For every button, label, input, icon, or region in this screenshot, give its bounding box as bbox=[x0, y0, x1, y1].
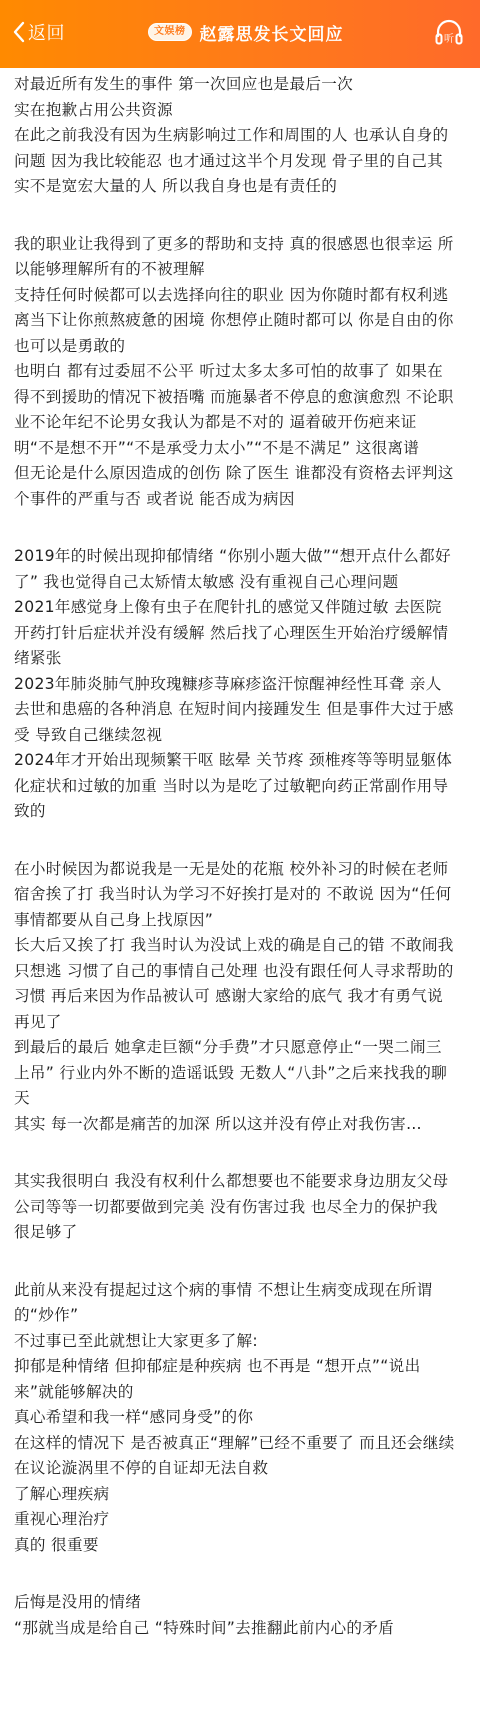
article-section bbox=[14, 1169, 456, 1246]
article-paragraph: 长大后又挨了打 我当时认为没试上戏的确是自己的错 不敢闹我只想逃 习惯了自己的事情自己处理 也没有跟任何人寻求帮助的习惯 再后来因为作品被认可 感谢大家给的底气 我才有勇气说再见了 bbox=[14, 936, 454, 1031]
article-paragraph: 支持任何时候都可以去选择向往的职业 因为你随时都有权利逃离当下让你煎熬疲惫的困境 你想停止随时都可以 你是自由的你也可以是勇敢的 bbox=[14, 285, 454, 355]
listen-label: 听 bbox=[444, 34, 454, 45]
article-paragraph: 在此之前我没有因为生病影响过工作和周围的人 也承认自身的问题 因为我比较能忍 也才通过这半个月发现 骨子里的自己其实不是宽宏大量的人 所以我自身也是有责任的 bbox=[14, 126, 449, 195]
listen-button[interactable] bbox=[432, 16, 466, 50]
article-paragraph: 真的 很重要 bbox=[14, 1535, 99, 1554]
category-badge: 文娱榜 bbox=[148, 23, 192, 41]
article-paragraph: 其实我很明白 我没有权利什么都想要也不能要求身边朋友父母公司等等一切都要做到完美 没有伤害过我 也尽全力的保护我 很足够了 bbox=[14, 1172, 449, 1241]
article-paragraph: 重视心理治疗 bbox=[14, 1510, 110, 1528]
article-section bbox=[14, 857, 456, 1138]
page-title: 赵露思发长文回应 bbox=[199, 24, 344, 45]
article-paragraph: 不过事已至此就想让大家更多了解: bbox=[14, 1331, 258, 1350]
article-paragraph: 2021年感觉身上像有虫子在爬针扎的感觉又伴随过敏 去医院开药打针后症状并没有缓解 然后找了心理医生开始治疗缓解情绪紧张 bbox=[14, 598, 449, 667]
article-paragraph: 2023年肺炎肺气肿玫瑰糠疹荨麻疹盗汗惊醒神经性耳聋 亲人去世和患癌的各种消息 在短时间内接踵发生 但是事件大过于感受 导致自己继续忽视 bbox=[14, 674, 454, 744]
article-paragraph: “那就当成是给自己 “特殊时间”去推翻此前内心的矛盾 bbox=[14, 1618, 395, 1637]
back-button[interactable] bbox=[12, 14, 65, 50]
article-paragraph: 其实 每一次都是痛苦的加深 所以这并没有停止对我伤害… bbox=[14, 1114, 422, 1133]
article-paragraph: 也明白 都有过委屈不公平 听过太多太多可怕的故事了 如果在得不到援助的情况下被捂嘴 而施暴者不停息的愈演愈烈 不论职业不论年纪不论男女我认为都是不对的 逼着破开伤疤来证明“不是想不开”“不是承受力太小”“不是不满足” 这很离谱 bbox=[14, 362, 454, 457]
article-paragraph: 在小时候因为都说我是一无是处的花瓶 校外补习的时候在老师宿舍挨了打 我当时认为学习不好挨打是对的 不敢说 因为“任何事情都要从自己身上找原因” bbox=[14, 859, 452, 929]
top-navigation-bar bbox=[0, 0, 480, 68]
article-paragraph: 在这样的情况下 是否被真正“理解”已经不重要了 而且还会继续在议论漩涡里不停的自证却无法自救 bbox=[14, 1433, 455, 1477]
article-section bbox=[14, 72, 456, 200]
article-body bbox=[0, 72, 480, 1641]
article-section bbox=[14, 544, 456, 825]
back-label: 返回 bbox=[28, 23, 65, 44]
article-paragraph: 到最后的最后 她拿走巨额“分手费”才只愿意停止“一哭二闹三上吊” 行业内外不断的造谣诋毁 无数人“八卦”之后来找我的聊天 bbox=[14, 1038, 447, 1107]
title-area bbox=[148, 14, 344, 50]
article-paragraph: 了解心理疾病 bbox=[14, 1484, 110, 1503]
article-paragraph: 但无论是什么原因造成的创伤 除了医生 谁都没有资格去评判这个事件的严重与否 或者说 能否成为病因 bbox=[14, 464, 454, 508]
article-paragraph: 我的职业让我得到了更多的帮助和支持 真的很感恩也很幸运 所以能够理解所有的不被理解 bbox=[14, 234, 454, 278]
article-section bbox=[14, 1278, 456, 1559]
article-paragraph: 对最近所有发生的事件 第一次回应也是最后一次 bbox=[14, 75, 354, 93]
article-paragraph: 真心希望和我一样“感同身受”的你 bbox=[14, 1408, 254, 1426]
article-section bbox=[14, 232, 456, 513]
article-paragraph: 2019年的时候出现抑郁情绪 “你别小题大做”“想开点什么都好了” 我也觉得自己太矫情太敏感 没有重视自己心理问题 bbox=[14, 547, 451, 591]
article-paragraph: 抑郁是种情绪 但抑郁症是种疾病 也不再是 “想开点”“说出来”就能够解决的 bbox=[14, 1357, 421, 1401]
headphones-icon bbox=[432, 16, 466, 50]
article-section bbox=[14, 1590, 456, 1641]
article-paragraph: 后悔是没用的情绪 bbox=[14, 1593, 142, 1611]
article-paragraph: 2024年才开始出现频繁干呕 眩晕 关节疼 颈椎疼等等明显躯体化症状和过敏的加重 当时以为是吃了过敏靶向药正常副作用导致的 bbox=[14, 751, 453, 820]
article-paragraph: 实在抱歉占用公共资源 bbox=[14, 100, 173, 119]
article-paragraph: 此前从来没有提起过这个病的事情 不想让生病变成现在所谓的“炒作” bbox=[14, 1280, 433, 1324]
chevron-left-icon bbox=[12, 21, 26, 43]
